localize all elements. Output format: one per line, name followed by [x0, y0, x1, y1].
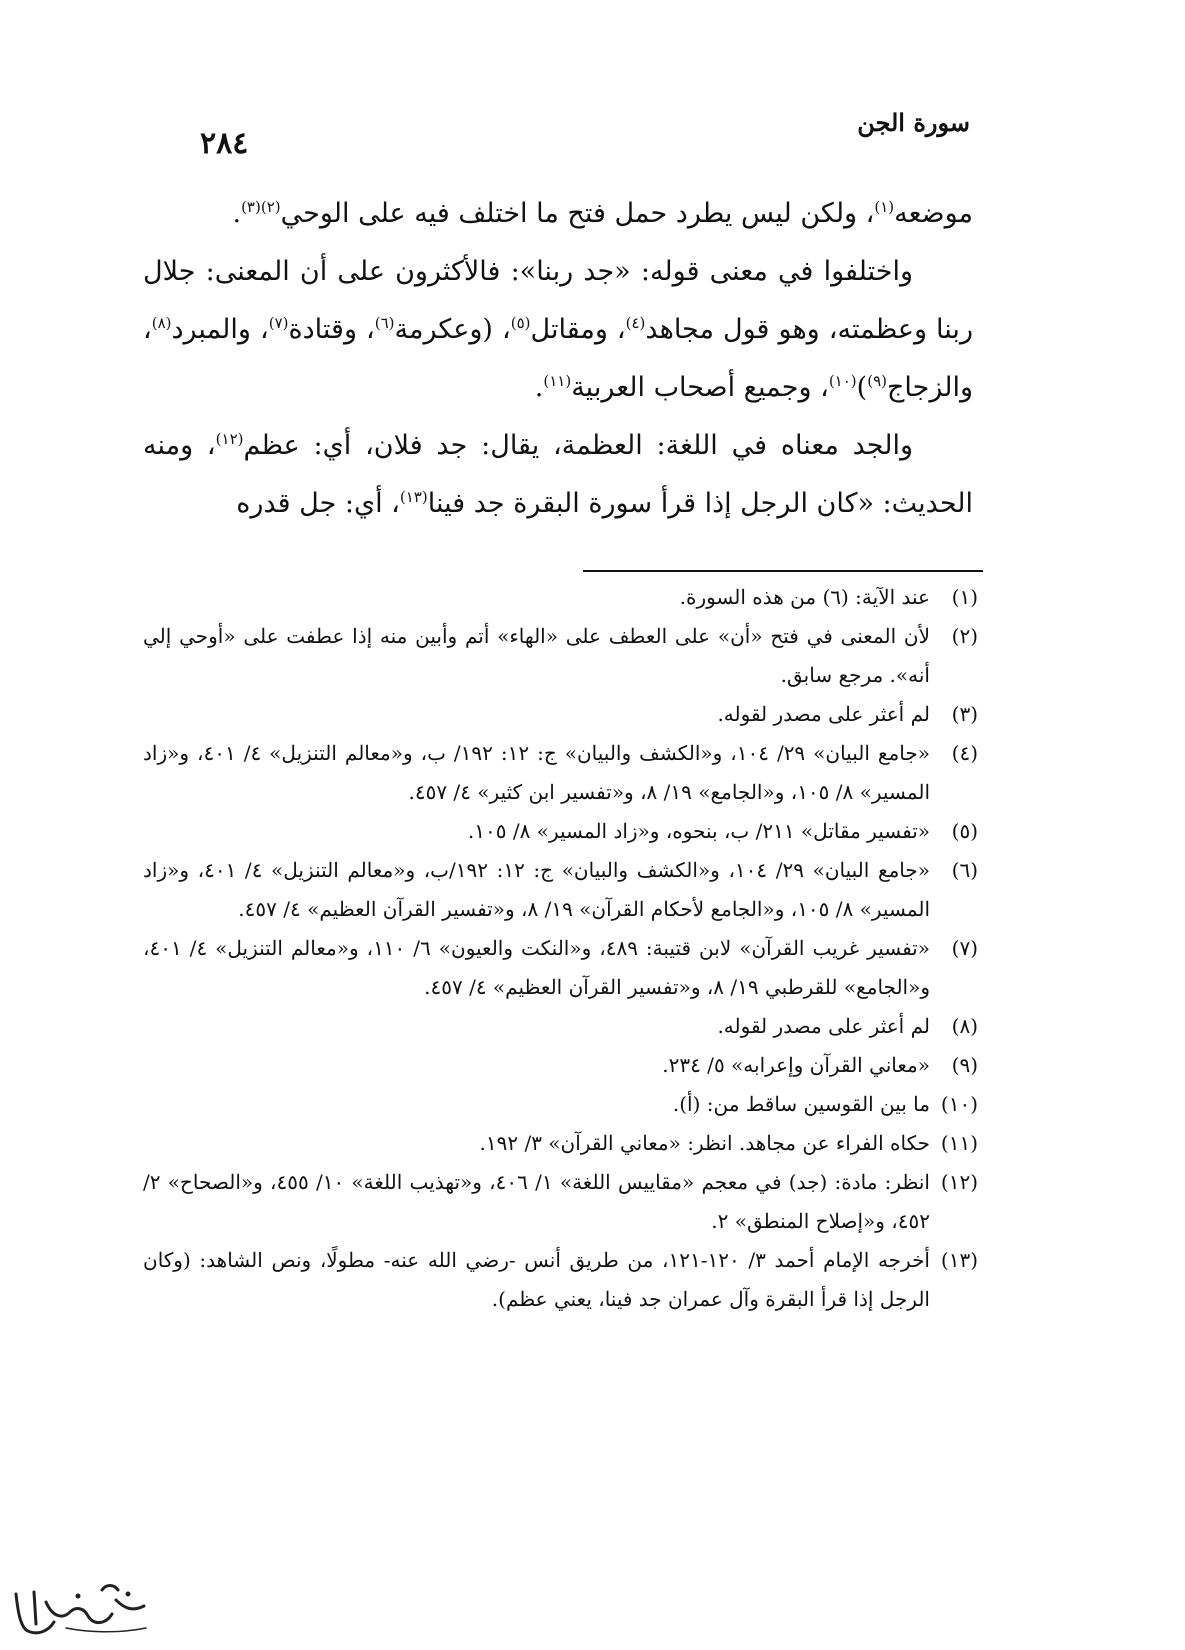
text-run: )	[856, 372, 868, 403]
footnote-text: عند الآية: (٦) من هذه السورة.	[679, 585, 930, 609]
footnote-reference[interactable]: (٤)	[625, 314, 646, 332]
text-run: والجد معناه في اللغة: العظمة، يقال: جد فلان، أي: عظم	[243, 430, 914, 461]
main-text	[143, 185, 973, 533]
footnote-item	[143, 851, 978, 929]
footnote-number: (٨)	[951, 1014, 978, 1038]
footnote-item	[143, 617, 978, 695]
footnote-reference[interactable]: (٧)	[268, 314, 289, 332]
footnote-separator	[583, 570, 983, 572]
footnote-number: (٩)	[951, 1053, 978, 1077]
footnote-item	[143, 812, 978, 851]
footnote-text: لأن المعنى في فتح «أن» على العطف على «الهاء» أتم وأبين منه إذا عطفت على «أوحي إلي أنه». مرجع سابق.	[143, 624, 930, 687]
page-header	[200, 104, 970, 164]
footnote-text: ما بين القوسين ساقط من: (أ).	[672, 1092, 930, 1116]
text-run: واختلفوا في معنى قوله: «جد ربنا»: فالأكثرون على أن المعنى: جلال ربنا وعظمته، وهو قول مجاهد	[143, 256, 973, 345]
text-run: ، والمبرد	[171, 314, 269, 345]
footnote-text: لم أعثر على مصدر لقوله.	[717, 1014, 930, 1038]
text-run: .	[534, 372, 544, 403]
text-run: موضعه	[894, 198, 973, 229]
footnote-number: (٤)	[951, 741, 978, 765]
text-run: ، ومنه الحديث: «كان الرجل إذا قرأ سورة البقرة جد فينا	[143, 430, 973, 519]
footnote-item	[143, 1085, 978, 1124]
footnote-reference[interactable]: (٥)	[510, 314, 531, 332]
footnote-item	[143, 1124, 978, 1163]
footnote-number: (١٣)	[940, 1248, 978, 1272]
footnote-number: (١)	[951, 585, 978, 609]
page-number: ٢٨٤	[200, 126, 249, 161]
footnote-number: (٦)	[951, 858, 978, 882]
footnote-text: لم أعثر على مصدر لقوله.	[717, 702, 930, 726]
footnote-item	[143, 1241, 978, 1319]
text-run: ، أي: جل قدره	[236, 488, 400, 519]
footnote-item	[143, 1007, 978, 1046]
footnote-reference[interactable]: (٢)(٣)	[241, 198, 281, 216]
footnote-text: «جامع البيان» ٢٩/ ١٠٤، و«الكشف والبيان» ج: ١٢: ١٩٢/ ب، و«معالم التنزيل» ٤/ ٤٠١، و«زاد المسير» ٨/ ١٠٥، و«الجامع» ١٩/ ٨، و«تفسير ابن كثير» ٤/ ٤٥٧.	[143, 741, 930, 804]
footnote-reference[interactable]: (١١)	[543, 372, 572, 390]
footnote-text: «تفسير مقاتل» ٢١١/ ب، بنحوه، و«زاد المسير» ٨/ ١٠٥.	[467, 819, 930, 843]
footnote-item	[143, 734, 978, 812]
text-run: ، (وعكرمة	[394, 314, 511, 345]
footnote-number: (٥)	[951, 819, 978, 843]
footnote-number: (١١)	[940, 1131, 978, 1155]
main-paragraph	[143, 243, 973, 417]
text-run: ، وقتادة	[288, 314, 375, 345]
footnote-number: (٣)	[951, 702, 978, 726]
footnote-number: (١٠)	[940, 1092, 978, 1116]
running-title: سورة الجن	[857, 108, 970, 137]
footnote-reference[interactable]: (١٠)	[828, 372, 857, 390]
footnote-reference[interactable]: (٦)	[374, 314, 395, 332]
footnote-item	[143, 695, 978, 734]
footnote-item	[143, 929, 978, 1007]
footnote-reference[interactable]: (٩)	[867, 372, 887, 390]
publisher-logo	[6, 1572, 156, 1650]
footnote-number: (٢)	[951, 624, 978, 648]
footnote-reference[interactable]: (١)	[874, 198, 895, 216]
text-run: ، وجميع أصحاب العربية	[571, 372, 829, 403]
footnote-text: «معاني القرآن وإعرابه» ٥/ ٢٣٤.	[662, 1053, 930, 1077]
main-paragraph	[143, 417, 973, 533]
footnote-reference[interactable]: (٨)	[151, 314, 172, 332]
footnote-item	[143, 1163, 978, 1241]
footnote-item	[143, 578, 978, 617]
footnote-reference[interactable]: (١٢)	[215, 430, 244, 448]
text-run: ، والزجاج	[143, 314, 973, 403]
footnotes	[143, 578, 978, 1319]
main-paragraph	[143, 185, 973, 243]
footnote-item	[143, 1046, 978, 1085]
text-run: ، ولكن ليس يطرد حمل فتح ما اختلف فيه على الوحي	[280, 198, 875, 229]
footnote-text: انظر: مادة: (جد) في معجم «مقاييس اللغة» ١/ ٤٠٦، و«تهذيب اللغة» ١٠/ ٤٥٥، و«الصحاح» ٢/ ٤٥٢، و«إصلاح المنطق» ٢.	[143, 1170, 930, 1233]
footnote-number: (١٢)	[940, 1170, 978, 1194]
text-run: ، ومقاتل	[530, 314, 626, 345]
footnote-text: أخرجه الإمام أحمد ٣/ ١٢٠-١٢١، من طريق أنس -رضي الله عنه- مطولًا، ونص الشاهد: (وكان الرجل إذا قرأ البقرة وآل عمران جد فينا، يعني عظم).	[143, 1248, 930, 1311]
footnote-reference[interactable]: (١٣)	[399, 488, 428, 506]
footnote-text: حكاه الفراء عن مجاهد. انظر: «معاني القرآن» ٣/ ١٩٢.	[479, 1131, 930, 1155]
text-run: .	[232, 198, 242, 229]
footnote-text: «جامع البيان» ٢٩/ ١٠٤، و«الكشف والبيان» ج: ١٢: ١٩٢/ب، و«معالم التنزيل» ٤/ ٤٠١، و«زاد المسير» ٨/ ١٠٥، و«الجامع لأحكام القرآن» ١٩/ ٨، و«تفسير القرآن العظيم» ٤/ ٤٥٧.	[143, 858, 930, 921]
footnote-text: «تفسير غريب القرآن» لابن قتيبة: ٤٨٩، و«النكت والعيون» ٦/ ١١٠، و«معالم التنزيل» ٤/ ٤٠١، و«الجامع» للقرطبي ١٩/ ٨، و«تفسير القرآن العظيم» ٤/ ٤٥٧.	[143, 936, 930, 999]
footnote-number: (٧)	[951, 936, 978, 960]
